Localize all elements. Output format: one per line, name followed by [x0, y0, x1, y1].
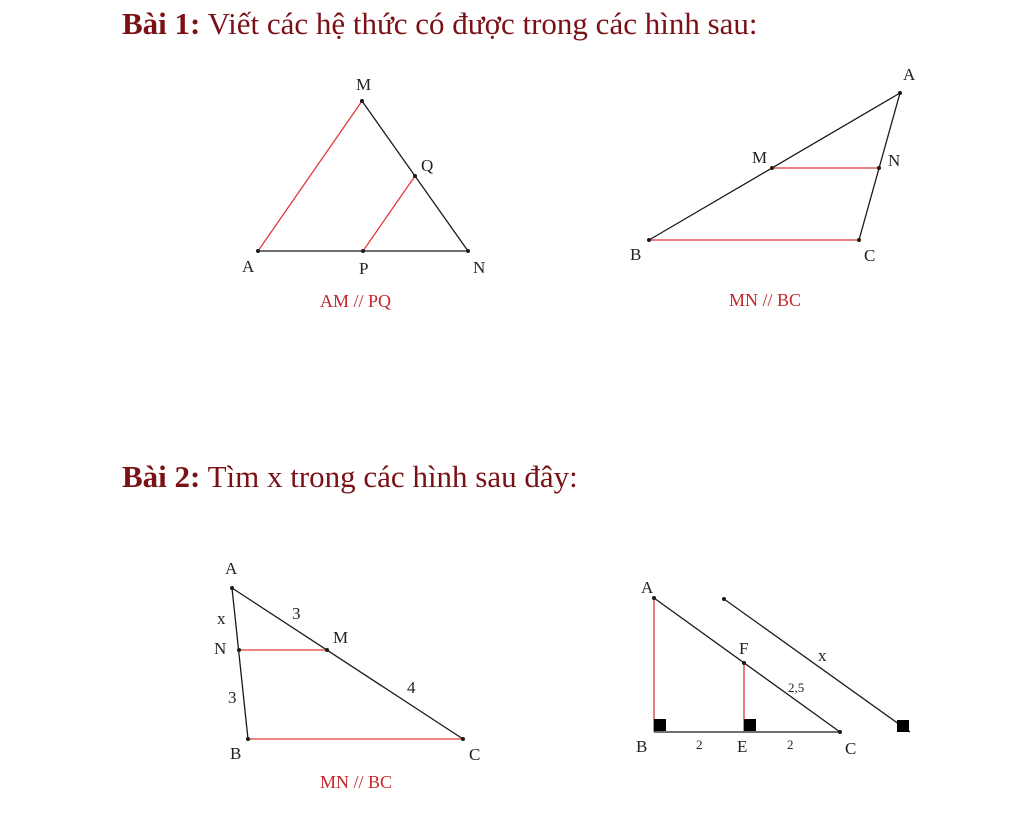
point-n	[466, 249, 470, 253]
label-p: P	[359, 259, 369, 278]
measure-an: x	[217, 609, 226, 628]
label-q: Q	[421, 156, 434, 175]
label-b: B	[630, 245, 642, 264]
segment-x	[724, 599, 910, 732]
point-n	[877, 166, 881, 170]
label-c: C	[469, 745, 481, 764]
label-b: B	[636, 737, 648, 756]
measure-mc: 4	[407, 678, 416, 697]
bai1-heading-bold: Bài 1:	[122, 6, 201, 41]
segment-ac	[654, 598, 840, 732]
figure-1	[242, 75, 485, 311]
point-p	[361, 249, 365, 253]
segment-am	[258, 101, 362, 251]
point-c	[838, 730, 842, 734]
segment-pq	[363, 176, 415, 251]
point-c	[461, 737, 465, 741]
label-m: M	[333, 628, 349, 647]
right-angle-e	[744, 719, 756, 731]
point-b	[246, 737, 250, 741]
point-a	[898, 91, 902, 95]
point-n	[237, 648, 241, 652]
label-b: B	[230, 744, 242, 763]
point-c	[857, 238, 861, 242]
segment-ab	[649, 93, 900, 240]
measure-x: x	[818, 646, 827, 665]
point-m	[325, 648, 329, 652]
measure-fc: 2,5	[788, 680, 805, 695]
figure-4	[636, 578, 910, 758]
label-a: A	[225, 559, 238, 578]
label-c: C	[845, 739, 857, 758]
label-n: N	[473, 258, 486, 277]
right-angle-b	[654, 719, 666, 731]
label-m: M	[356, 75, 372, 94]
bai2-heading-bold: Bài 2:	[122, 459, 201, 494]
measure-nb: 3	[228, 688, 237, 707]
label-m: M	[752, 148, 768, 167]
segment-ac	[232, 588, 463, 739]
point-f	[742, 661, 746, 665]
caption-fig1: AM // PQ	[320, 291, 392, 311]
point-m	[360, 99, 364, 103]
point-m	[770, 166, 774, 170]
measure-ec: 2	[787, 737, 794, 752]
point-b	[647, 238, 651, 242]
label-a: A	[641, 578, 654, 597]
right-angle-x	[897, 720, 909, 732]
caption-fig3: MN // BC	[320, 772, 393, 792]
figure-3	[214, 559, 480, 792]
measure-am: 3	[292, 604, 301, 623]
bai1-heading-text: Viết các hệ thức có được trong các hình sau:	[200, 6, 758, 41]
label-n: N	[214, 639, 227, 658]
segment-ab	[232, 588, 248, 739]
caption-fig2: MN // BC	[729, 290, 802, 310]
label-a: A	[242, 257, 255, 276]
point-a	[230, 586, 234, 590]
label-n: N	[888, 151, 901, 170]
point-a	[256, 249, 260, 253]
label-f: F	[739, 639, 749, 658]
label-a: A	[903, 65, 916, 84]
figure-2	[630, 65, 916, 310]
point-x-top	[722, 597, 726, 601]
label-c: C	[864, 246, 876, 265]
bai2-heading-text: Tìm x trong các hình sau đây:	[200, 459, 578, 494]
measure-be: 2	[696, 737, 703, 752]
label-e: E	[737, 737, 748, 756]
point-q	[413, 174, 417, 178]
